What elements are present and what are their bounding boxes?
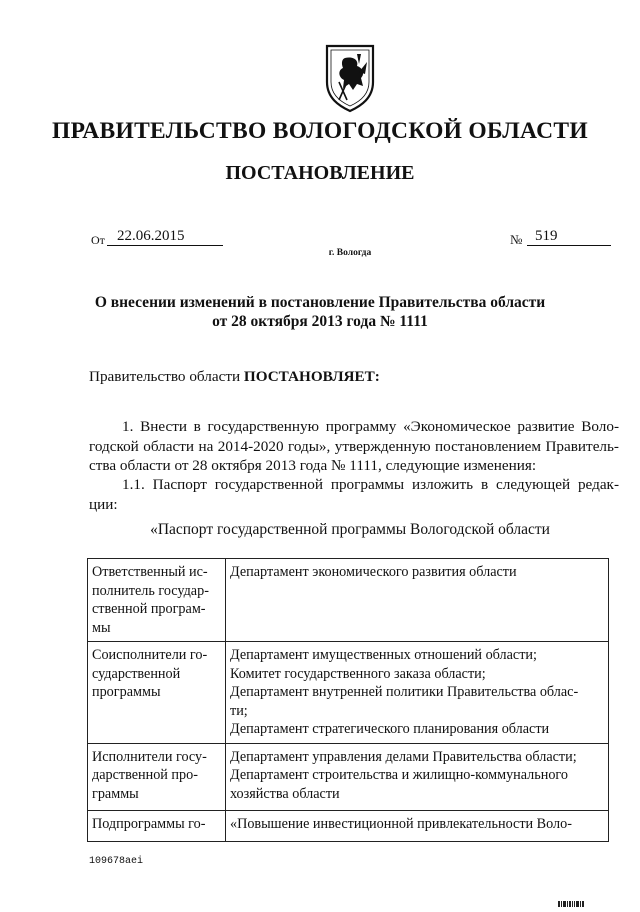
cell-line: Департамент управления делами Правительства области; <box>230 748 577 765</box>
table-cell-label <box>88 642 226 744</box>
table-cell-value <box>226 642 609 744</box>
table-cell-label <box>88 559 226 642</box>
cell-line: Подпрограммы го- <box>92 815 206 832</box>
cell-line: граммы <box>92 785 139 802</box>
date-label: От <box>91 233 105 247</box>
table-cell-value <box>226 559 609 642</box>
paragraph-2 <box>89 475 619 514</box>
coat-of-arms-icon <box>323 42 377 114</box>
barcode-icon <box>558 894 585 900</box>
cell-line: Департамент строительства и жилищно-коммунального <box>230 767 568 783</box>
number-value: 519 <box>527 228 611 246</box>
cell-line: ти; <box>230 702 248 719</box>
table-cell-label <box>88 810 226 841</box>
subject-line-2: от 28 октября 2013 года № 1111 <box>212 313 428 330</box>
number-label: № <box>510 232 523 247</box>
date-value: 22.06.2015 <box>107 228 223 246</box>
document-subject <box>0 293 640 331</box>
table-row <box>88 559 609 642</box>
cell-line: ственной програм- <box>92 601 206 617</box>
cell-line: Департамент экономического развития области <box>230 564 517 580</box>
cell-line: дарственной про- <box>92 767 198 783</box>
table-row <box>88 810 609 841</box>
table-row <box>88 642 609 744</box>
cell-line: мы <box>92 619 111 636</box>
cell-line: программы <box>92 684 161 700</box>
cell-line: Департамент внутренней политики Правительства облас- <box>230 684 579 700</box>
cell-line: Комитет государственного заказа области; <box>230 665 486 682</box>
resolution-prefix: Правительство области <box>89 368 244 385</box>
paragraph-line: ства области от 28 октября 2013 года № 1111, следующие изменения: <box>89 457 537 474</box>
cell-line: Департамент имущественных отношений области; <box>230 647 537 663</box>
cell-line: сударственной <box>92 665 181 682</box>
cell-line: Соисполнители го- <box>92 647 208 663</box>
document-type: ПОСТАНОВЛЕНИЕ <box>225 162 415 184</box>
paragraph-line: 1.1. Паспорт государственной программы изложить в следующей редак- <box>122 476 619 493</box>
cell-line: «Повышение инвестиционной привлекательности Воло- <box>230 815 572 832</box>
table-row <box>88 743 609 810</box>
paragraph-line: 1. Внести в государственную программу «Экономическое развитие Воло- <box>122 418 619 435</box>
passport-title: «Паспорт государственной программы Вологодской области <box>150 521 550 538</box>
table-cell-value <box>226 743 609 810</box>
table-cell-label <box>88 743 226 810</box>
subject-line-1: О внесении изменений в постановление Правительства области <box>94 294 546 311</box>
passport-table <box>87 558 609 842</box>
table-cell-value <box>226 810 609 841</box>
cell-line: Департамент стратегического планирования области <box>230 721 550 737</box>
paragraph-1 <box>89 417 619 476</box>
document-code: 109678aei <box>89 856 144 867</box>
paragraph-line: годской области на 2014-2020 годы», утвержденную постановлением Правитель- <box>89 437 619 455</box>
paragraph-line: ции: <box>89 495 118 513</box>
cell-line: хозяйства области <box>230 785 340 802</box>
resolution-line <box>89 367 380 387</box>
government-title: ПРАВИТЕЛЬСТВО ВОЛОГОДСКОЙ ОБЛАСТИ <box>52 118 588 144</box>
cell-line: полнитель государ- <box>92 582 209 599</box>
city-name: г. Вологда <box>328 248 372 258</box>
cell-line: Ответственный ис- <box>92 564 208 580</box>
resolution-verb: ПОСТАНОВЛЯЕТ: <box>243 368 380 385</box>
cell-line: Исполнители госу- <box>92 748 207 765</box>
